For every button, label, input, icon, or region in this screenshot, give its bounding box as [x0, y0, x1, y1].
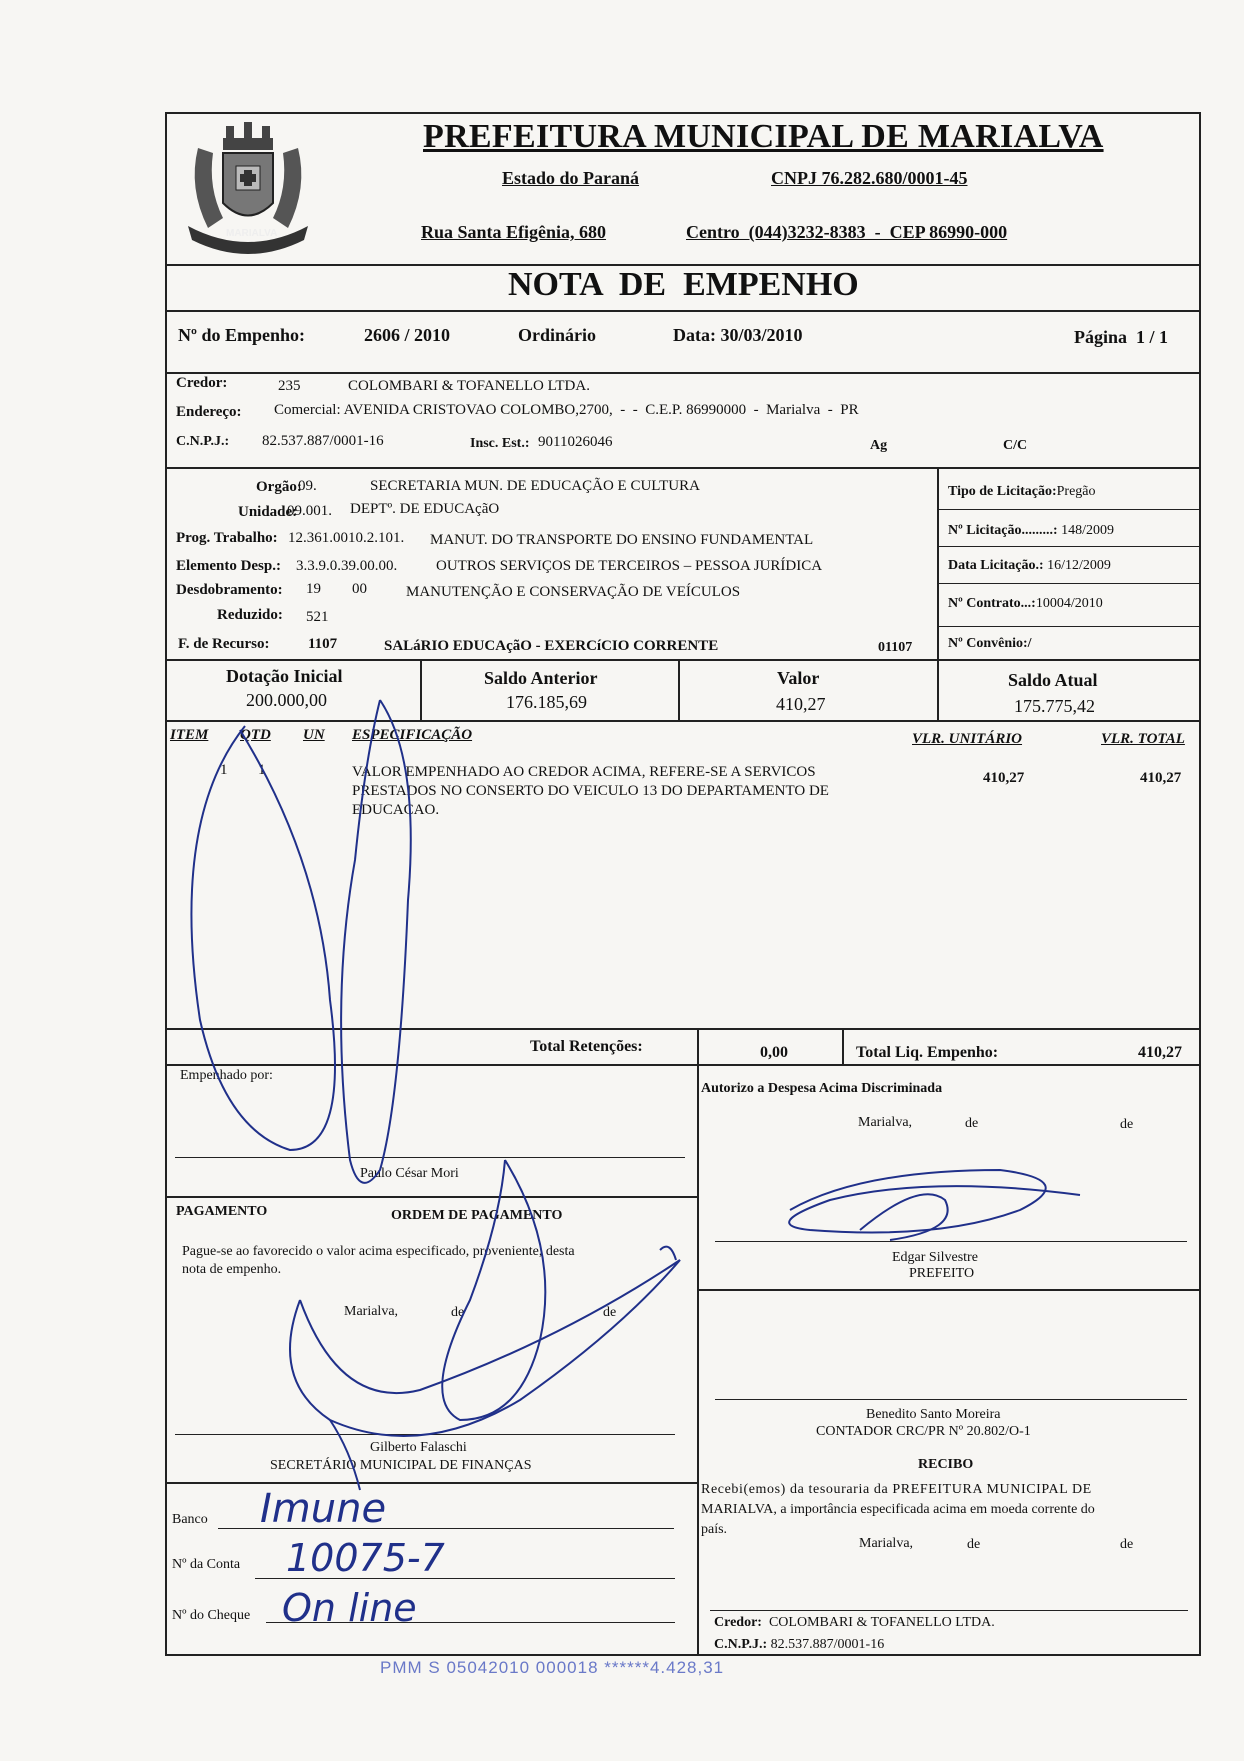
- ag-label: Ag: [870, 438, 888, 453]
- credor-code: 235: [278, 378, 301, 394]
- empenho-type: Ordinário: [518, 325, 597, 345]
- orgao-label: Orgão:: [256, 479, 302, 495]
- dotacao-inicial-value: 200.000,00: [246, 690, 327, 710]
- credor-cnpj: 82.537.887/0001-16: [262, 433, 384, 449]
- conta-handwritten: 10075-7: [286, 1536, 445, 1580]
- licitacao-data-label: Data Licitação.:: [948, 558, 1044, 573]
- seal-text: MARIALVA: [226, 228, 278, 239]
- empenhado-name: Paulo César Mori: [360, 1166, 459, 1181]
- banco-handwritten: Imune: [260, 1486, 387, 1532]
- pagamento-de-1: de: [451, 1305, 465, 1320]
- pague-line-2: nota de empenho.: [182, 1262, 282, 1277]
- secretario-name: Gilberto Falaschi: [370, 1440, 467, 1455]
- empenho-number: 2606 / 2010: [364, 325, 451, 345]
- liq-value: 410,27: [1138, 1044, 1182, 1061]
- recibo-credor-label: Credor:: [714, 1615, 762, 1630]
- empenhado-label: Empenhado por:: [180, 1068, 273, 1083]
- licitacao-num-label: Nº Licitação.........:: [948, 523, 1058, 538]
- address-label: Rua Santa Efigênia, 680: [421, 222, 607, 242]
- item-number: 1: [220, 762, 228, 778]
- valor-value: 410,27: [776, 694, 826, 714]
- recurso-label: F. de Recurso:: [178, 636, 270, 652]
- saldo-anterior-label: Saldo Anterior: [484, 668, 598, 688]
- recibo-line-1: Recebi(emos) da tesouraria da PREFEITURA MUNICIPAL DE: [701, 1482, 1092, 1497]
- saldo-anterior-value: 176.185,69: [506, 692, 587, 712]
- recibo-line-3: país.: [701, 1522, 728, 1537]
- item-spec-line-2: PRESTADOS NO CONSERTO DO VEICULO 13 DO DEPARTAMENTO DE: [352, 783, 829, 799]
- prog-code: 12.361.0010.2.101.: [288, 530, 405, 546]
- empenho-label: Nº do Empenho:: [178, 325, 305, 345]
- dotacao-inicial-label: Dotação Inicial: [226, 666, 343, 686]
- prog-name: MANUT. DO TRANSPORTE DO ENSINO FUNDAMENTAL: [430, 532, 814, 548]
- item-spec-line-1: VALOR EMPENHADO AO CREDOR ACIMA, REFERE-SE A SERVICOS: [352, 764, 816, 780]
- cnpj-field-label: C.N.P.J.:: [176, 434, 230, 449]
- licitacao-tipo-label: Tipo de Licitação:: [948, 484, 1057, 499]
- cheque-handwritten: On line: [282, 1586, 417, 1630]
- orgao-code: 09.: [298, 478, 317, 494]
- pague-line-1: Pague-se ao favorecido o valor acima especificado, proveniente, desta: [182, 1244, 575, 1259]
- credor-insc: 9011026046: [538, 434, 613, 450]
- banco-label: Banco: [172, 1512, 208, 1527]
- pagamento-de-2: de: [603, 1305, 617, 1320]
- col-item: ITEM: [170, 727, 209, 743]
- insc-label: Insc. Est.:: [470, 436, 530, 451]
- prefeito-role: PREFEITO: [909, 1266, 975, 1281]
- elemento-name: OUTROS SERVIÇOS DE TERCEIROS – PESSOA JURÍDICA: [436, 558, 823, 574]
- autorizo-de-2: de: [1120, 1117, 1134, 1132]
- recibo-title: RECIBO: [918, 1457, 974, 1472]
- contrato-label: Nº Contrato...:: [948, 596, 1036, 611]
- retencoes-value: 0,00: [760, 1044, 788, 1061]
- col-un: UN: [303, 727, 325, 743]
- pagamento-place: Marialva,: [344, 1304, 399, 1319]
- recibo-cnpj-label: C.N.P.J.:: [714, 1637, 768, 1652]
- desdobramento-sub: 00: [352, 581, 367, 597]
- recurso-sub: 01107: [878, 640, 913, 655]
- recibo-de-1: de: [967, 1537, 981, 1552]
- col-vlr-unitario: VLR. UNITÁRIO: [912, 731, 1023, 747]
- cheque-label: Nº do Cheque: [172, 1608, 251, 1623]
- desdobramento-name: MANUTENÇÃO E CONSERVAÇÃO DE VEÍCULOS: [406, 584, 741, 600]
- saldo-atual-label: Saldo Atual: [1008, 670, 1098, 690]
- prog-label: Prog. Trabalho:: [176, 530, 278, 546]
- recurso-name: SALáRIO EDUCAçãO - EXERCíCIO CORRENTE: [384, 638, 719, 654]
- footer-stamp: PMM S 05042010 000018 ******4.428,31: [380, 1658, 725, 1677]
- recibo-line-2: MARIALVA, a importância especificada acima em moeda corrente do: [701, 1502, 1095, 1517]
- retencoes-label: Total Retenções:: [530, 1038, 643, 1055]
- desdobramento-code: 19: [306, 581, 321, 597]
- credor-address: Comercial: AVENIDA CRISTOVAO COLOMBO,2700, - - C.E.P. 86990000 - Marialva - PR: [274, 402, 859, 418]
- cc-label: C/C: [1003, 438, 1028, 453]
- contador-name: Benedito Santo Moreira: [866, 1407, 1001, 1422]
- item-vlr-total: 410,27: [1140, 770, 1182, 786]
- reduzido-value: 521: [306, 609, 329, 625]
- contrato-value: 10004/2010: [1035, 596, 1103, 611]
- autorizo-text: Autorizo a Despesa Acima Discriminada: [701, 1081, 943, 1096]
- liq-label: Total Liq. Empenho:: [856, 1044, 999, 1061]
- desdobramento-label: Desdobramento:: [176, 582, 283, 598]
- cnpj-label: CNPJ 76.282.680/0001-45: [771, 168, 968, 188]
- recibo-de-2: de: [1120, 1537, 1134, 1552]
- credor-label: Credor:: [176, 375, 228, 391]
- prefeito-name: Edgar Silvestre: [892, 1250, 978, 1265]
- recibo-place: Marialva,: [859, 1536, 914, 1551]
- autorizo-place: Marialva,: [858, 1115, 913, 1130]
- conta-label: Nº da Conta: [172, 1557, 241, 1572]
- licitacao-num-value: 148/2009: [1061, 523, 1114, 538]
- recibo-credor-value: COLOMBARI & TOFANELLO LTDA.: [768, 1615, 995, 1630]
- recibo-cnpj-value: 82.537.887/0001-16: [770, 1637, 885, 1652]
- pagamento-label: PAGAMENTO: [176, 1204, 268, 1219]
- convenio-label: Nº Convênio:/: [948, 636, 1032, 651]
- recurso-code: 1107: [308, 636, 338, 652]
- licitacao-tipo-value: Pregão: [1056, 484, 1096, 499]
- licitacao-data-value: 16/12/2009: [1047, 558, 1111, 573]
- secretario-role: SECRETÁRIO MUNICIPAL DE FINANÇAS: [270, 1458, 532, 1473]
- unidade-label: Unidade:: [238, 504, 298, 520]
- page-title: PREFEITURA MUNICIPAL DE MARIALVA: [423, 118, 1104, 155]
- item-vlr-unit: 410,27: [983, 770, 1025, 786]
- unidade-code: 09.001.: [287, 503, 332, 519]
- saldo-atual-value: 175.775,42: [1014, 696, 1095, 716]
- doc-title: NOTA DE EMPENHO: [508, 266, 859, 303]
- reduzido-label: Reduzido:: [217, 607, 283, 623]
- ordem-label: ORDEM DE PAGAMENTO: [391, 1208, 563, 1223]
- state-label: Estado do Paraná: [502, 168, 640, 188]
- unidade-name: DEPTº. DE EDUCAçãO: [350, 501, 500, 517]
- address-field-label: Endereço:: [176, 404, 242, 420]
- valor-label: Valor: [777, 668, 820, 688]
- elemento-label: Elemento Desp.:: [176, 558, 281, 574]
- col-vlr-total: VLR. TOTAL: [1101, 731, 1185, 747]
- orgao-name: SECRETARIA MUN. DE EDUCAÇÃO E CULTURA: [370, 478, 700, 494]
- autorizo-de-1: de: [965, 1116, 979, 1131]
- col-qtd: QTD: [240, 727, 271, 743]
- col-especificacao: ESPECIFICAÇÃO: [352, 727, 473, 743]
- contact-label: Centro (044)3232-8383 - CEP 86990-000: [686, 222, 1008, 242]
- empenho-date: Data: 30/03/2010: [673, 325, 803, 345]
- item-qtd: 1: [258, 762, 266, 778]
- elemento-code: 3.3.9.0.39.00.00.: [296, 558, 398, 574]
- credor-name: COLOMBARI & TOFANELLO LTDA.: [348, 378, 590, 394]
- contador-role: CONTADOR CRC/PR Nº 20.802/O-1: [816, 1424, 1031, 1439]
- item-spec-line-3: EDUCACAO.: [352, 802, 440, 818]
- page-number: Página 1 / 1: [1074, 327, 1169, 347]
